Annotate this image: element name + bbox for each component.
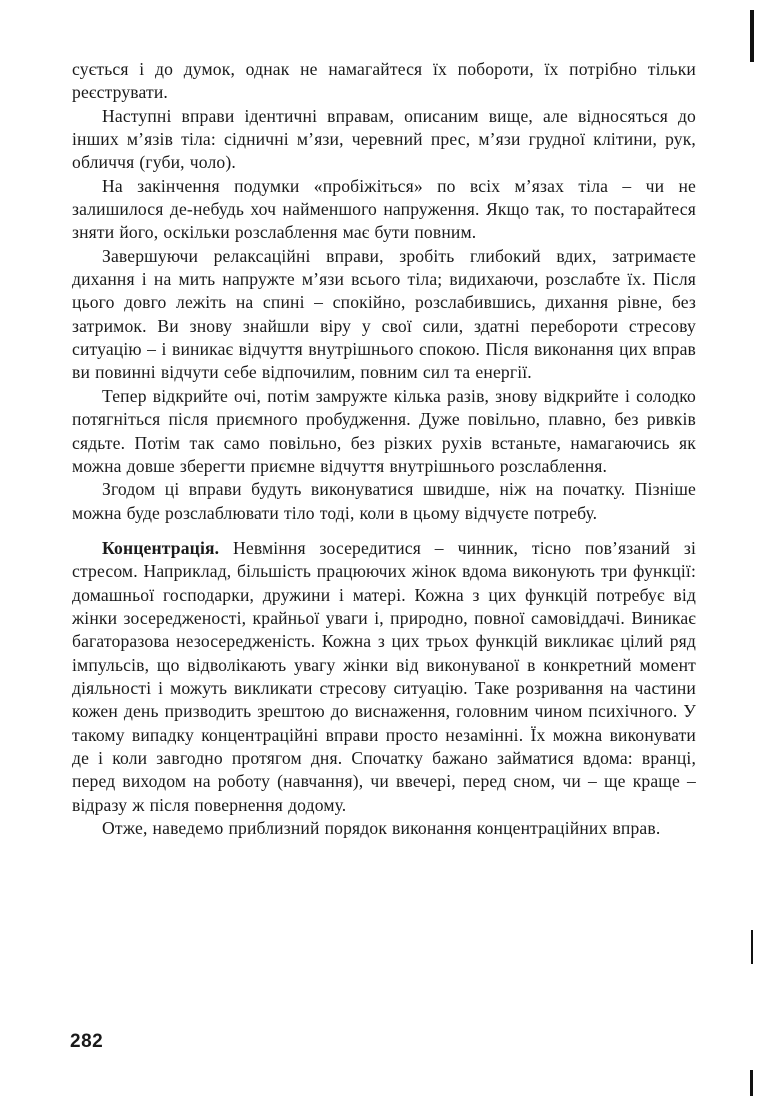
page-number: 282 [70,1031,104,1052]
paragraph-later-practice: Згодом ці вправи будуть виконуватися швидше, ніж на початку. Пізніше можна буде розслаблювати тіло тоді, коли в цьому відчуєте потребу. [72,479,696,523]
concentration-term: Концентрація. [102,537,220,558]
edge-mark-bottom [750,1070,753,1096]
paragraph-concentration [72,537,696,817]
paragraph-closing: Отже, наведемо приблизний порядок виконання концентраційних вправ. [102,818,661,838]
concentration-text: Невміння зосередитися – чинник, тісно пов’язаний зі стресом. Наприклад, більшість працюючих жінок вдома виконують три функції: домашньої господарки, дружини і матері. Кожна з цих функцій потребує від жінки зосередженості, крайньої уваги і, природно, повної самовіддачі. Виникає багаторазова незосередженість. Кожна з цих трьох функцій викликає цілий ряд імпульсів, що відволікають увагу жінки від виконуваної в конкретний момент діяльності і можуть викликати стресову ситуацію. Таке розривання на частини кожен день призводить зрештою до виснаження, головним чином психічного. У такому випадку концентраційні вправи просто незамінні. Їх можна виконувати де і коли завгодно протягом дня. Спочатку бажано займатися вдома: вранці, перед виходом на роботу (навчання), чи ввечері, перед сном, чи – ще краще – відразу ж після повернення додому. [72,537,696,815]
page-body [72,58,696,840]
paragraph-finishing-relaxation: Завершуючи релаксаційні вправи, зробіть глибокий вдих, затримаєте дихання і на мить напружте м’язи всього тіла; видихаючи, розслабте їх. Після цього довго лежіть на спині – спокійно, розслабившись, дихання рівне, без затримок. Ви знову знайшли віру у свої сили, здатні перебороти стресову ситуацію – і виникає відчуття внутрішнього спокою. Після виконання цих вправ ви повинні відчути себе відпочилим, повним сил та енергії. [72,245,696,383]
edge-mark-top [750,10,754,62]
paragraph-intro-continuation: суєтьcя і до думок, однак не намагайтеся їх побороти, їх потрібно тільки реєструвати. [72,59,696,103]
paragraph-final-check: На закінчення подумки «пробіжіться» по всіх м’язах тіла – чи не залишилося де-небудь хоч найменшого напруження. Якщо так, то постарайтеся зняти його, оскільки розслаблення має бути повним. [72,175,696,243]
paragraph-waking-up: Тепер відкрийте очі, потім замружте кілька разів, знову відкрийте і солодко потягніться після приємного пробудження. Дуже повільно, плавно, без ривків сядьте. Потім так само повільно, без різких рухів встаньте, намагаючись як можна довше зберегти приємне відчуття внутрішнього розслаблення. [72,385,696,476]
paragraph-other-muscles: Наступні вправи ідентичні вправам, описаним вище, але відносяться до інших м’язів тіла: сідничні м’язи, черевний прес, м’язи грудної клітини, рук, обличчя (губи, чоло). [72,105,696,173]
edge-mark-middle [751,930,753,964]
